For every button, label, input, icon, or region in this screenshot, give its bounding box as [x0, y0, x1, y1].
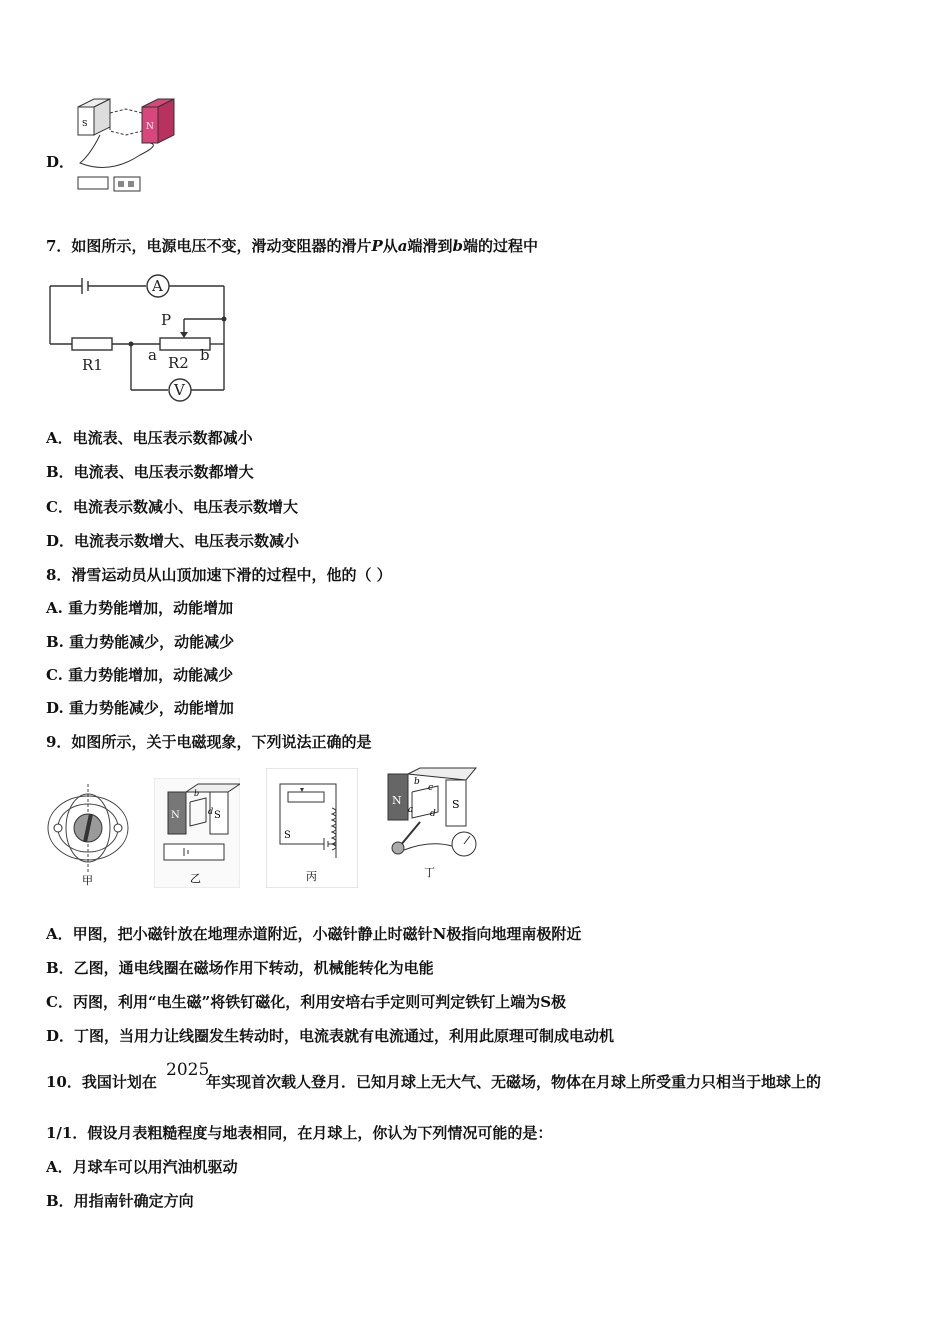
- q9-stem: 9．如图所示，关于电磁现象，下列说法正确的是: [46, 733, 372, 751]
- q8-option-b: B. 重力势能减少，动能减少: [46, 633, 235, 651]
- q9-ding-s: S: [452, 798, 460, 811]
- q7-p-label: P: [161, 311, 172, 329]
- q9-figure-yi: [154, 778, 240, 888]
- q7-circuit-diagram: [44, 270, 234, 405]
- q10-stem-prefix: 10．我国计划在: [46, 1073, 157, 1091]
- q9-caption-ding: 丁: [424, 866, 435, 879]
- q6-option-d-label: D．: [46, 153, 75, 171]
- q7-ammeter-label: A: [152, 277, 163, 295]
- q7-stem-suffix: 端的过程中: [463, 237, 539, 255]
- q7-stem-p: P: [371, 237, 383, 255]
- q7-stem-prefix: 7．如图所示，电源电压不变，滑动变阻器的滑片: [46, 237, 372, 255]
- q9-ding-d: d: [430, 809, 436, 819]
- q7-r1-label: R1: [82, 356, 103, 374]
- q11-option-b: B．用指南针确定方向: [46, 1192, 194, 1210]
- q9-caption-jia: 甲: [82, 874, 93, 887]
- q7-option-d: D．电流表示数增大、电压表示数减小: [46, 532, 300, 550]
- q7-option-c: C．电流表示数减小、电压表示数增大: [46, 498, 298, 516]
- q9-figure-jia: [44, 778, 134, 888]
- q7-b-label: b: [200, 346, 210, 364]
- q11-stem: 1/1．假设月表粗糙程度与地表相同，在月球上，你认为下列情况可能的是：: [46, 1124, 553, 1142]
- q9-ding-n: N: [392, 794, 402, 807]
- q7-stem-a: a: [397, 237, 408, 255]
- q9-option-a: A．甲图，把小磁针放在地理赤道附近，小磁针静止时磁针N极指向地理南极附近: [46, 925, 582, 943]
- q9-caption-yi: 乙: [190, 872, 201, 885]
- q8-option-a: A. 重力势能增加，动能增加: [46, 599, 234, 617]
- q7-voltmeter-label: V: [174, 381, 185, 399]
- q9-option-c: C．丙图，利用“电生磁”将铁钉磁化，利用安培右手定则可判定铁钉上端为S极: [46, 993, 567, 1011]
- q9-option-b: B．乙图，通电线圈在磁场作用下转动，机械能转化为电能: [46, 959, 434, 977]
- q10-year: 2025: [166, 1060, 210, 1080]
- q9-caption-bing: 丙: [306, 870, 317, 883]
- q8-option-d: D. 重力势能减少，动能增加: [46, 699, 234, 717]
- q9-yi-b: b: [194, 789, 200, 798]
- q6-s-label: S: [82, 119, 88, 128]
- q7-r2-label: R2: [168, 354, 189, 372]
- q8-option-c: C. 重力势能增加，动能减少: [46, 666, 234, 684]
- q9-figure-bing: [266, 768, 358, 888]
- q7-stem: [46, 236, 538, 256]
- q9-ding-b: b: [414, 777, 420, 787]
- q9-ding-a: a: [408, 805, 414, 815]
- q7-option-a: A．电流表、电压表示数都减小: [46, 429, 253, 447]
- q9-option-d: D．丁图，当用力让线圈发生转动时，电流表就有电流通过，利用此原理可制成电动机: [46, 1027, 615, 1045]
- q9-bing-switch: S: [284, 830, 291, 841]
- q9-figure-ding: [380, 766, 480, 886]
- q7-option-b: B．电流表、电压表示数都增大: [46, 463, 254, 481]
- q7-stem-mid1: 从: [382, 237, 398, 255]
- q9-yi-n: N: [171, 810, 180, 821]
- q11-option-a: A．月球车可以用汽油机驱动: [46, 1158, 238, 1176]
- q7-stem-mid2: 端滑到: [407, 237, 453, 255]
- q8-stem: 8．滑雪运动员从山顶加速下滑的过程中，他的（ ）: [46, 566, 392, 584]
- q6-d-magnet-figure: [70, 95, 180, 195]
- q6-n-label: N: [146, 122, 154, 132]
- q9-yi-d: d: [208, 807, 214, 816]
- q10-stem-suffix: 年实现首次载人登月．已知月球上无大气、无磁场，物体在月球上所受重力只相当于地球上的: [206, 1073, 822, 1091]
- q9-yi-s: S: [214, 810, 221, 821]
- q9-ding-c: c: [428, 783, 434, 793]
- q7-a-label: a: [148, 346, 157, 364]
- q7-stem-b: b: [452, 237, 463, 255]
